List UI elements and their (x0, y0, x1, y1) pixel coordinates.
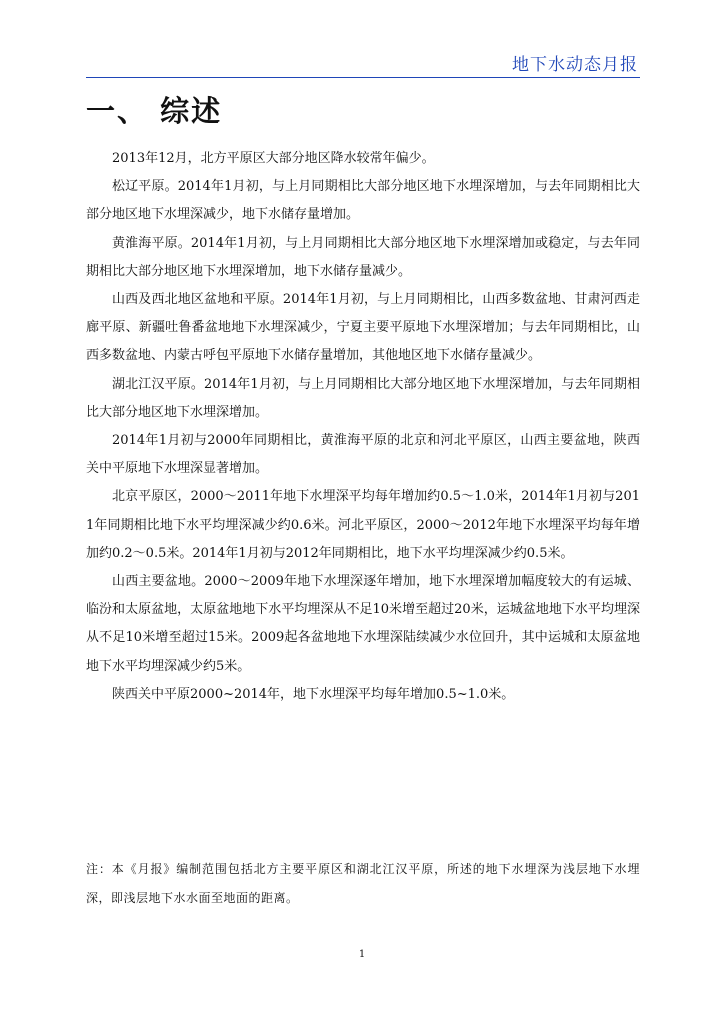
header-divider (86, 77, 640, 78)
paragraph-jianghan: 湖北江汉平原。2014年1月初，与上月同期相比大部分地区地下水埋深增加，与去年同期相比大部分地区地下水埋深增加。 (86, 376, 640, 420)
paragraph-huanghuaihai: 黄淮海平原。2014年1月初，与上月同期相比大部分地区地下水埋深增加或稳定，与去年同期相比大部分地区地下水埋深增加，地下水储存量减少。 (86, 235, 640, 279)
footnote: 注：本《月报》编制范围包括北方主要平原区和湖北江汉平原，所述的地下水埋深为浅层地下水埋深，即浅层地下水水面至地面的距离。 (86, 862, 640, 905)
page-number: 1 (358, 949, 366, 960)
paragraph-shanxi-basins: 山西主要盆地。2000～2009年地下水埋深逐年增加，地下水埋深增加幅度较大的有运城、临汾和太原盆地，太原盆地地下水平均埋深从不足10米增至超过20米，运城盆地地下水平均埋深从不足10米增至超过15米。2009起各盆地地下水埋深陆续减少水位回升，其中运城和太原盆地地下水平均埋深减少约5米。 (86, 574, 640, 674)
paragraph-precipitation: 2013年12月，北方平原区大部分地区降水较常年偏少。 (112, 151, 435, 166)
paragraph-guanzhong: 陕西关中平原2000~2014年，地下水埋深平均每年增加0.5~1.0米。 (112, 686, 515, 702)
paragraph-shanxi-northwest: 山西及西北地区盆地和平原。2014年1月初，与上月同期相比，山西多数盆地、甘肃河西走廊平原、新疆吐鲁番盆地地下水埋深减少，宁夏主要平原地下水埋深增加；与去年同期相比，山西多数盆地、内蒙古呼包平原地下水储存量增加，其他地区地下水储存量减少。 (86, 292, 640, 364)
body-text (86, 145, 640, 709)
paragraph-2000-comparison: 2014年1月初与2000年同期相比，黄淮海平原的北京和河北平原区，山西主要盆地，陕西关中平原地下水埋深显著增加。 (86, 433, 640, 477)
report-title: 地下水动态月报 (512, 55, 638, 75)
paragraph-beijing-hebei: 北京平原区，2000～2011年地下水埋深平均每年增加约0.5～1.0米，2014年1月初与2011年同期相比地下水平均埋深减少约0.6米。河北平原区，2000～2012年地下水埋深平均每年增加约0.2～0.5米。2014年1月初与2012年同期相比，地下水平均埋深减少约0.5米。 (86, 489, 640, 561)
section-heading: 一、 综述 (86, 94, 223, 128)
paragraph-songliao: 松辽平原。2014年1月初，与上月同期相比大部分地区地下水埋深增加，与去年同期相比大部分地区地下水埋深减少，地下水储存量增加。 (86, 179, 640, 223)
